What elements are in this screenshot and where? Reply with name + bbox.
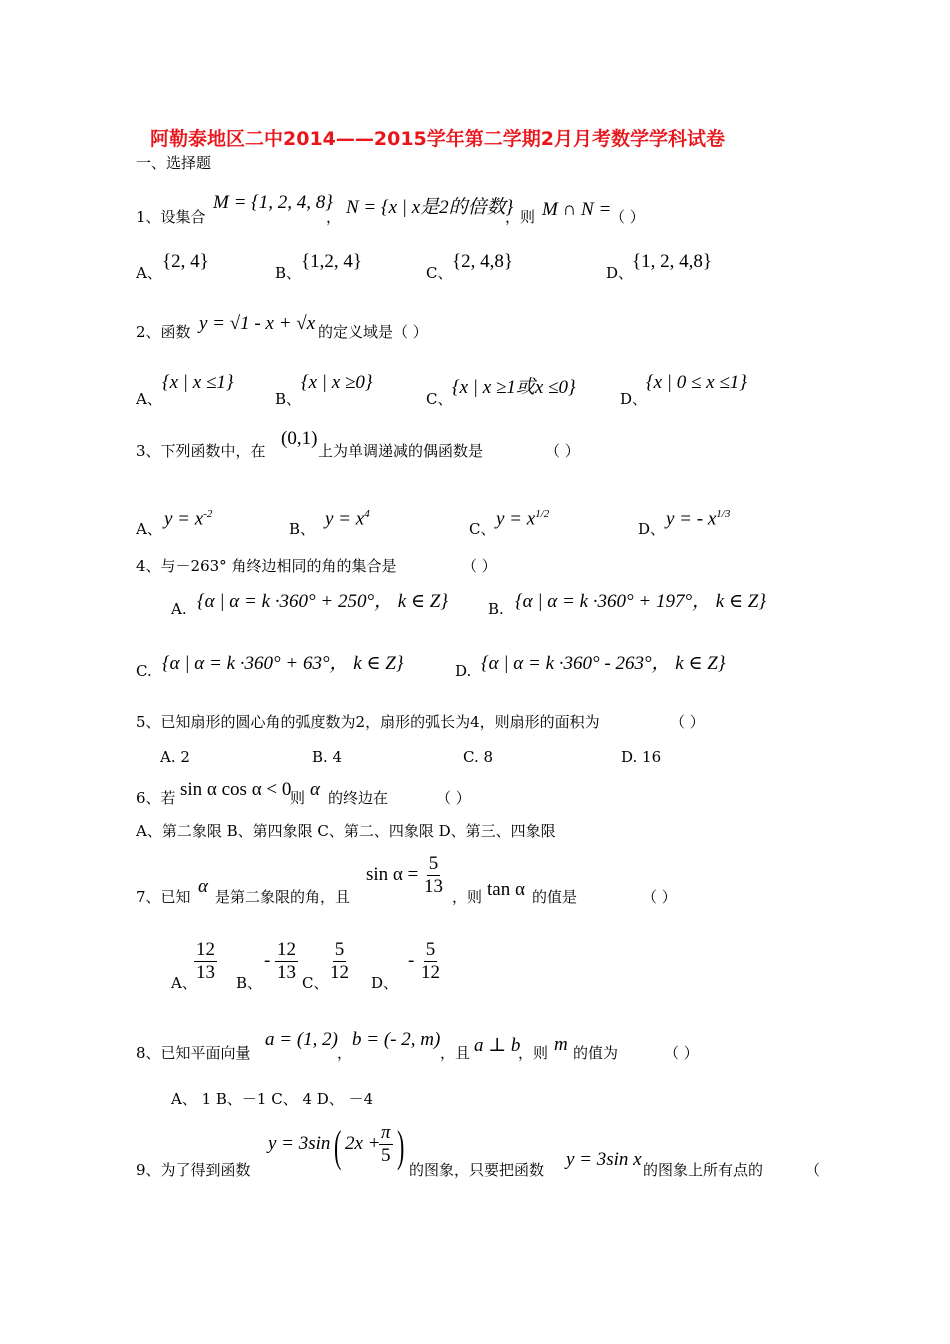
q9-paren: （ — [805, 1161, 821, 1179]
q4-option-a: {α | α = k ·360° + 250°， k ∈ Z} — [197, 591, 448, 612]
q7-alpha: α — [198, 876, 208, 897]
q6-paren: （ ） — [436, 789, 471, 807]
q4-paren: （ ） — [462, 557, 497, 575]
q1-option-c: {2, 4,8} — [452, 251, 513, 272]
q1-option-a-label: A、 — [136, 264, 162, 282]
q8-vec-b: b = (- 2, m) — [352, 1029, 441, 1050]
q7-option-c: $\frac{5}{12}$ — [330, 939, 349, 983]
q3-option-a: $y = x^{-2}$ — [164, 508, 213, 530]
q9-expr-inner: 2x + — [345, 1133, 381, 1154]
q1-option-a: {2, 4} — [162, 251, 209, 272]
q3-option-d-label: D、 — [638, 520, 666, 538]
q1-paren: （ ） — [610, 208, 645, 226]
q2-option-a-label: A、 — [136, 390, 162, 408]
q7-suffix: 的值是 — [532, 888, 578, 906]
q5-option-c: C. 8 — [463, 748, 494, 766]
q9-mid: 的图象，只要把函数 — [409, 1161, 545, 1179]
q1-expr: M ∩ N = — [542, 199, 612, 220]
q8-perp: a ⊥ b — [474, 1035, 521, 1056]
q1-comma: ， — [326, 208, 342, 226]
q1-prefix: 1、设集合 — [136, 208, 206, 226]
q3-paren: （ ） — [545, 442, 580, 460]
q1-then: ，则 — [505, 208, 536, 226]
q2-option-a: {x | x ≤1} — [162, 372, 234, 393]
q5-option-a: A. 2 — [160, 748, 190, 766]
q3-option-c-label: C、 — [469, 520, 496, 538]
q6-alpha: α — [310, 779, 320, 800]
q2-option-c: {x | x ≥1或x ≤0} — [452, 377, 576, 398]
q8-options: A、 1 B、－1 C、 4 D、 －4 — [171, 1090, 374, 1108]
q1-option-d: {1, 2, 4,8} — [632, 251, 712, 272]
q8-prefix: 8、已知平面向量 — [136, 1044, 251, 1062]
q8-m: m — [554, 1034, 568, 1055]
q5-option-d: D. 16 — [621, 748, 662, 766]
q9-expr-left: y = 3sin — [268, 1133, 331, 1154]
q7-option-b-sign: - — [264, 950, 271, 971]
q1-option-b-label: B、 — [275, 264, 302, 282]
q3-option-b: $y = x^4$ — [325, 508, 370, 530]
q2-suffix: 的定义域是（ ） — [318, 323, 428, 341]
q9-expr2: y = 3sin x — [566, 1149, 642, 1170]
q4-stem: 4、与－263° 角终边相同的角的集合是 — [136, 557, 397, 575]
q7-paren: （ ） — [642, 888, 677, 906]
q9-pi-fraction: $\frac{\pi}{5}$ — [381, 1122, 391, 1166]
q4-option-c-label: C. — [136, 662, 152, 680]
q3-prefix: 3、下列函数中，在 — [136, 442, 266, 460]
q6-expr: sin α cos α < 0 — [180, 779, 292, 800]
q4-option-b: {α | α = k ·360° + 197°， k ∈ Z} — [515, 591, 766, 612]
q3-option-d: y = - $x^{1/3}$ — [666, 508, 731, 530]
q2-expr: y = √1 - x + √x — [199, 313, 316, 334]
q2-option-c-label: C、 — [426, 390, 453, 408]
q6-then: 则 — [290, 789, 306, 807]
q8-comma: ， — [337, 1044, 353, 1062]
q9-left-paren: ( — [334, 1122, 342, 1171]
q9-suffix: 的图象上所有点的 — [643, 1161, 764, 1179]
q7-option-d-label: D、 — [371, 974, 399, 992]
q8-suffix: 的值为 — [573, 1044, 619, 1062]
q6-options: A、第二象限 B、第四象限 C、第二、四象限 D、第三、四象限 — [136, 822, 556, 840]
q7-option-a-label: A、 — [171, 974, 197, 992]
q2-option-b: {x | x ≥0} — [301, 372, 373, 393]
q7-option-b-label: B、 — [236, 974, 263, 992]
q7-sin-expr: sin α = — [366, 864, 419, 885]
q7-option-d: $\frac{5}{12}$ — [421, 939, 440, 983]
q1-set-n: N = {x | x是2的倍数} — [346, 197, 514, 218]
q4-option-c: {α | α = k ·360° + 63°， k ∈ Z} — [162, 653, 404, 674]
q1-option-d-label: D、 — [606, 264, 634, 282]
page-title: 阿勒泰地区二中2014——2015学年第二学期2月月考数学学科试卷 — [150, 128, 725, 150]
q3-option-b-label: B、 — [289, 520, 316, 538]
q3-interval: (0,1) — [281, 428, 318, 449]
q1-option-c-label: C、 — [426, 264, 453, 282]
q3-option-a-label: A、 — [136, 520, 162, 538]
q1-set-m: M = {1, 2, 4, 8} — [213, 192, 333, 213]
q2-prefix: 2、函数 — [136, 323, 191, 341]
q1-option-b: {1,2, 4} — [301, 251, 362, 272]
q8-vec-a: a = (1, 2) — [265, 1029, 338, 1050]
q7-option-b: $\frac{12}{13}$ — [277, 939, 296, 983]
q5-stem: 5、已知扇形的圆心角的弧度数为2，扇形的弧长为4，则扇形的面积为 — [136, 713, 600, 731]
q2-option-d: {x | 0 ≤ x ≤1} — [646, 372, 747, 393]
q7-option-c-label: C、 — [302, 974, 329, 992]
q7-option-d-sign: - — [408, 950, 415, 971]
q7-sin-fraction: $\frac{5}{13}$ — [424, 853, 443, 897]
q3-suffix: 上为单调递减的偶函数是 — [318, 442, 484, 460]
q5-option-b: B. 4 — [312, 748, 343, 766]
q2-option-b-label: B、 — [275, 390, 302, 408]
q8-then: ，则 — [518, 1044, 549, 1062]
q9-right-paren: ) — [397, 1122, 405, 1171]
q4-option-d: {α | α = k ·360° - 263°， k ∈ Z} — [481, 653, 726, 674]
q7-mid: 是第二象限的角，且 — [215, 888, 351, 906]
q6-prefix: 6、若 — [136, 789, 176, 807]
q3-option-c: $y = x^{1/2}$ — [496, 508, 550, 530]
q8-and: ，且 — [440, 1044, 471, 1062]
q7-then: ，则 — [452, 888, 483, 906]
q7-option-a: $\frac{12}{13}$ — [196, 939, 215, 983]
q7-prefix: 7、已知 — [136, 888, 191, 906]
q4-option-d-label: D. — [455, 662, 472, 680]
section-heading: 一、选择题 — [136, 154, 212, 172]
q8-paren: （ ） — [664, 1044, 699, 1062]
q4-option-b-label: B. — [488, 600, 504, 618]
q7-tan-expr: tan α — [487, 879, 525, 900]
q2-option-d-label: D、 — [620, 390, 648, 408]
q6-suffix: 的终边在 — [328, 789, 389, 807]
q4-option-a-label: A. — [171, 600, 187, 618]
q5-paren: （ ） — [670, 713, 705, 731]
q9-prefix: 9、为了得到函数 — [136, 1161, 251, 1179]
